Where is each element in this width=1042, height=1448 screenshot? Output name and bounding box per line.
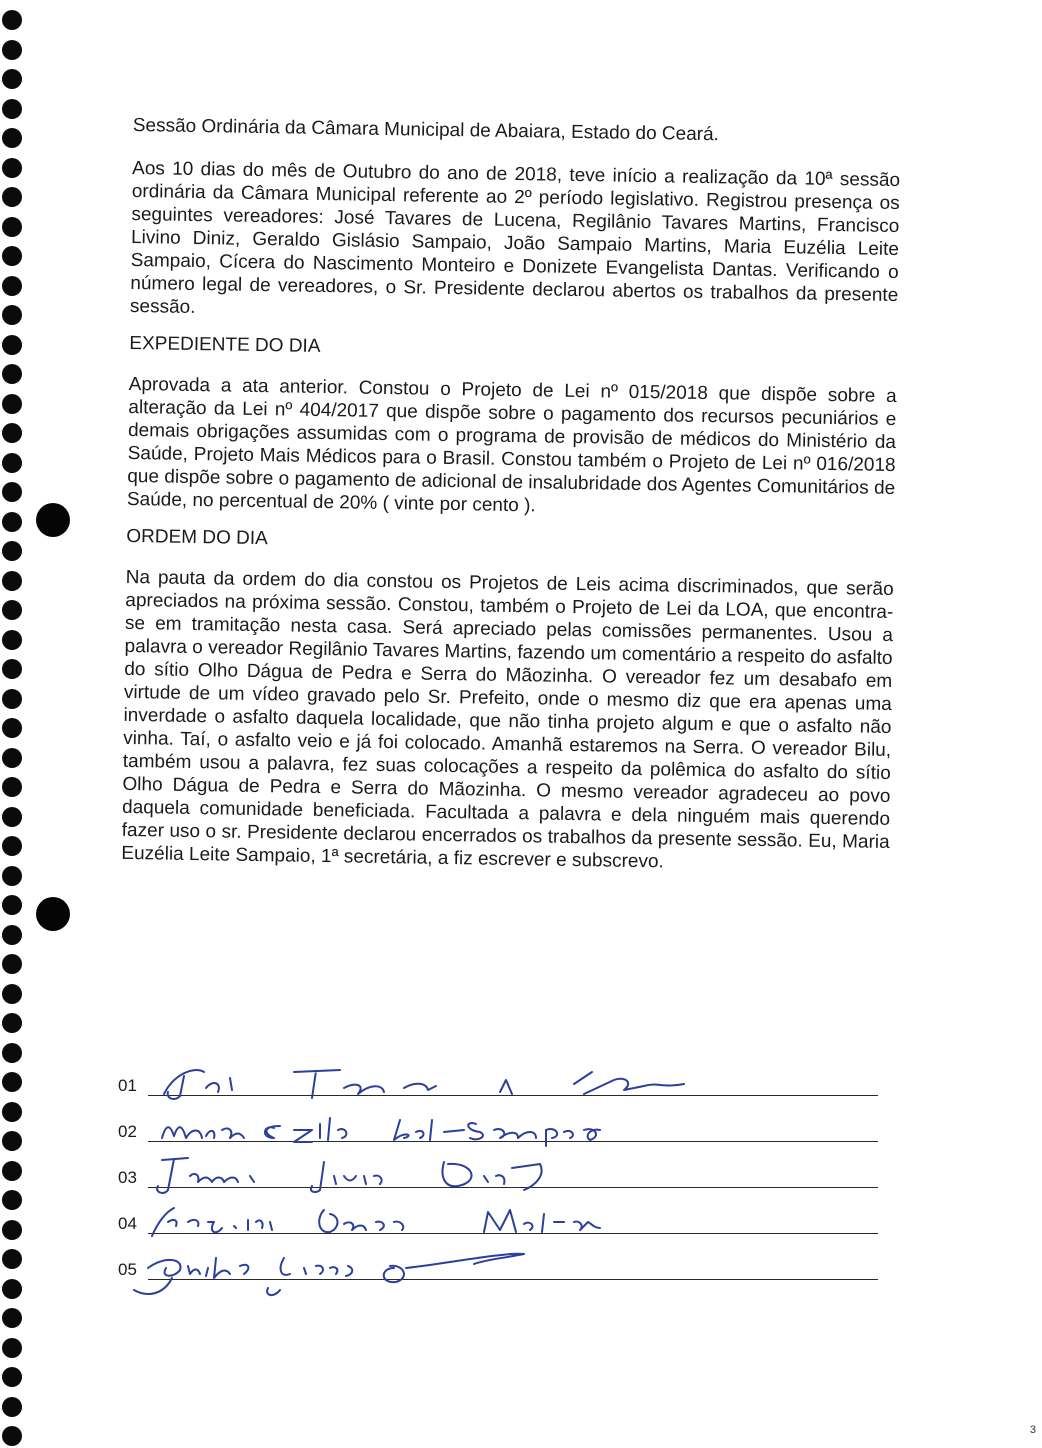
punch-hole-bottom: [36, 897, 70, 931]
binding-hole: [2, 453, 22, 473]
page-mark: 3: [1029, 1424, 1036, 1436]
binding-hole: [2, 541, 22, 561]
binding-hole: [2, 335, 22, 355]
handwritten-signature: [144, 1100, 704, 1152]
binding-hole: [2, 423, 22, 443]
binding-hole: [2, 40, 22, 60]
binding-hole: [2, 748, 22, 768]
binding-hole: [2, 1043, 22, 1063]
spiral-binding-holes: [0, 0, 44, 1448]
expediente-heading: EXPEDIENTE DO DIA: [129, 332, 321, 357]
binding-hole: [2, 1190, 22, 1210]
binding-hole: [2, 1072, 22, 1092]
intro-paragraph: Aos 10 dias do mês de Outubro do ano de 2018, teve início a realização da 10ª sessão ordinária da Câmara Municipal referente ao 2º período legislativo. Registrou presença os seguintes vereadores: José Tavares de Lucena, Regilânio Tavares Martins, Francisco Livino Diniz, Geraldo Gislásio Sampaio, João Sampaio Martins, Maria Euzélia Leite Sampaio, Cícera do Nascimento Monteiro e Donizete Evangelista Dantas. Verificando o número legal de vereadores, o Sr. Presidente declarou abertos os trabalhos da presente sessão.: [129, 157, 901, 319]
binding-hole: [2, 394, 22, 414]
binding-hole: [2, 1220, 22, 1240]
binding-hole: [2, 128, 22, 148]
binding-hole: [2, 600, 22, 620]
expediente-paragraph: Aprovada a ata anterior. Constou o Projeto de Lei nº 015/2018 que dispõe sobre a alteração da Lei nº 404/2017 que dispõe sobre o pagamento dos recursos pecuniários e demais obrigações assumidas com o programa de provisão de médicos do Ministério da Saúde, Projeto Mais Médicos para o Brasil. Constou também o Projeto de Lei nº 016/2018 que dispõe sobre o pagamento de adicional de insalubridade dos Agentes Comunitários de Saúde, no percentual de 20% ( vinte por cento ).: [126, 373, 897, 517]
handwritten-signature: [144, 1146, 704, 1198]
signature-number: 04: [118, 1214, 137, 1233]
binding-hole: [2, 1131, 22, 1151]
binding-hole: [2, 69, 22, 89]
ordem-paragraph: Na pauta da ordem do dia constou os Projetos de Leis acima discriminados, que serão apreciados na próxima sessão. Constou, também o Projeto de Lei da LOA, que encontra-se em tramitação nesta casa. Será apreciado pelas comissões permanentes. Usou a palavra o vereador Regilânio Tavares Martins, fazendo um comentário a respeito do asfalto do sítio Olho Dágua de Pedra e Serra do Mãozinha. O vereador fez um desabafo em virtude de um vídeo gravado pelo Sr. Prefeito, onde o mesmo diz que era apenas uma inverdade o asfalto daquela localidade, que não tinha projeto algum e que o asfalto não vinha. Taí, o asfalto veio e já foi colocado. Amanhã estaremos na Serra. O vereador Bilu, também usou a palavra, fez suas colocações a respeito da polêmica do asfalto do sítio Olho Dágua de Pedra e Serra do Mãozinha. O mesmo vereador agradeceu ao povo daquela comunidade beneficiada. Facultada a palavra e dela ninguém mais querendo fazer uso o sr. Presidente declarou encerrados os trabalhos da presente sessão. Eu, Maria Euzélia Leite Sampaio, 1ª secretária, a fiz escrever e subscrevo.: [121, 566, 894, 873]
binding-hole: [2, 836, 22, 856]
binding-hole: [2, 1279, 22, 1299]
binding-hole: [2, 1249, 22, 1269]
signature-row: [118, 1104, 878, 1150]
binding-hole: [2, 1013, 22, 1033]
binding-hole: [2, 984, 22, 1004]
binding-hole: [2, 630, 22, 650]
signature-row: [118, 1196, 878, 1242]
binding-hole: [2, 305, 22, 325]
binding-hole: [2, 276, 22, 296]
binding-hole: [2, 158, 22, 178]
handwritten-signature: [144, 1054, 704, 1106]
punch-hole-top: [36, 503, 70, 537]
binding-hole: [2, 895, 22, 915]
signature-number: 02: [118, 1122, 137, 1141]
signature-row: [118, 1058, 878, 1104]
binding-hole: [2, 689, 22, 709]
minutes-document: [121, 114, 901, 891]
binding-hole: [2, 1308, 22, 1328]
binding-hole: [2, 777, 22, 797]
signature-row: [118, 1242, 878, 1288]
signature-number: 05: [118, 1260, 137, 1279]
binding-hole: [2, 99, 22, 119]
binding-hole: [2, 571, 22, 591]
binding-hole: [2, 1102, 22, 1122]
binding-hole: [2, 954, 22, 974]
binding-hole: [2, 1367, 22, 1387]
binding-hole: [2, 482, 22, 502]
handwritten-signature: [144, 1238, 704, 1290]
signature-block: [118, 1058, 878, 1288]
binding-hole: [2, 1426, 22, 1446]
binding-hole: [2, 1338, 22, 1358]
binding-hole: [2, 1161, 22, 1181]
document-title: Sessão Ordinária da Câmara Municipal de Abaiara, Estado do Ceará.: [132, 114, 720, 146]
binding-hole: [2, 659, 22, 679]
binding-hole: [2, 187, 22, 207]
binding-hole: [2, 10, 22, 30]
binding-hole: [2, 718, 22, 738]
binding-hole: [2, 807, 22, 827]
binding-hole: [2, 866, 22, 886]
signature-number: 01: [118, 1076, 137, 1095]
binding-hole: [2, 246, 22, 266]
signature-row: [118, 1150, 878, 1196]
signature-number: 03: [118, 1168, 137, 1187]
binding-hole: [2, 1397, 22, 1417]
binding-hole: [2, 925, 22, 945]
binding-hole: [2, 364, 22, 384]
binding-hole: [2, 512, 22, 532]
binding-hole: [2, 217, 22, 237]
ordem-heading: ORDEM DO DIA: [126, 525, 268, 550]
handwritten-signature: [144, 1192, 704, 1244]
